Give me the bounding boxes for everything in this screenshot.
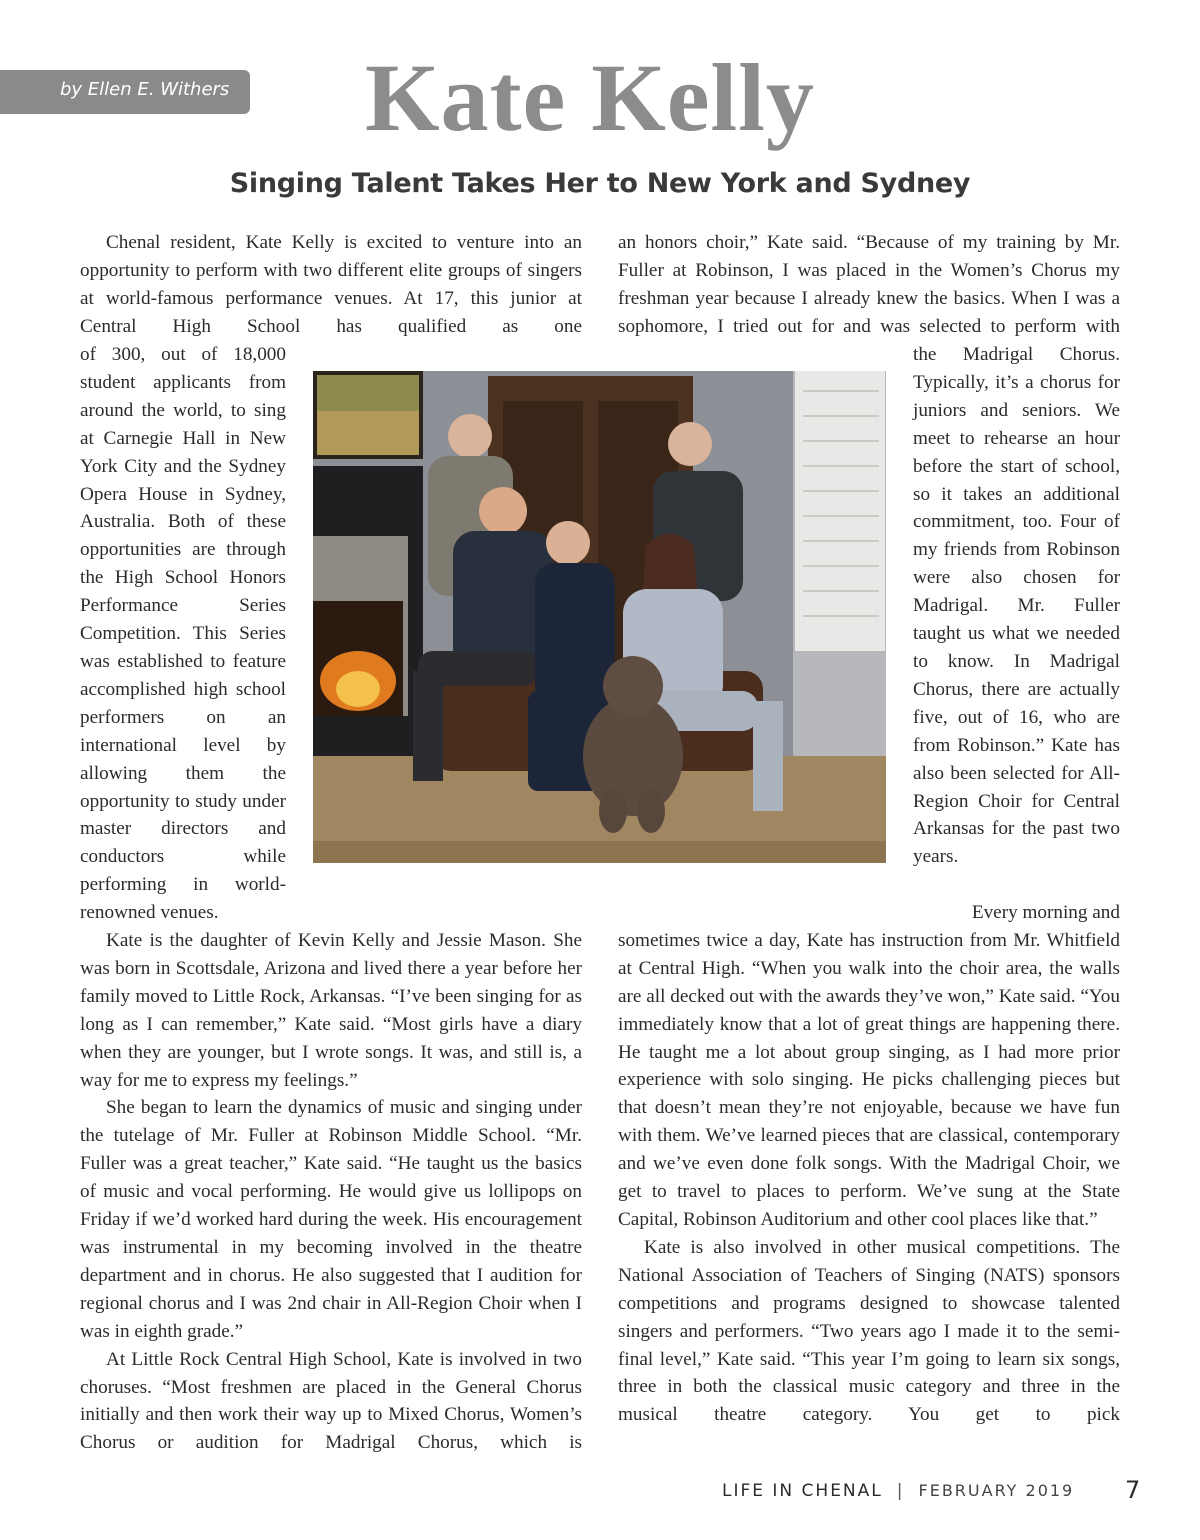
issue-date: FEBRUARY 2019: [918, 1481, 1075, 1500]
left-column-top: [80, 229, 582, 341]
paragraph-4: At Little Rock Central High School, Kate is involved in two choruses. “Most freshmen are placed in the General Chorus initially and then work their way up to Mixed Chorus, Women’s Chorus or audition for Madrigal Chorus, which is: [80, 1348, 582, 1454]
right-column-bottom: [618, 899, 1120, 1429]
article-subtitle: Singing Talent Takes Her to New York and Sydney: [229, 168, 971, 199]
paragraph-4-side: the Madrigal Chorus. Typically, it’s a chorus for juniors and seniors. We meet to rehearse an hour before the start of school, so it takes an additional commitment, too. Four of my friends from Robinson were also chosen for Madrigal. Mr. Fuller taught us what we needed to know. In Madrigal Chorus, there are actually five, out of 16, who are from Robinson.” Kate has also been selected for All-Region Choir for Central Arkansas for the past two years.: [913, 344, 1120, 868]
footer: [722, 1481, 1074, 1501]
left-column-bottom: [80, 927, 582, 1457]
left-column-wrap: [80, 341, 286, 927]
paragraph-1-top: Chenal resident, Kate Kelly is excited to venture into an opportunity to perform with two different elite groups of singers at world-famous performance venues. At 17, this junior at Central High School has qualified as one: [80, 232, 582, 337]
paragraph-5-start: Every morning and: [971, 902, 1120, 923]
family-photo: [313, 371, 886, 863]
paragraph-4-continued: an honors choir,” Kate said. “Because of my training by Mr. Fuller at Robinson, I was placed in the Women’s Chorus my freshman year because I already knew the basics. When I was a sophomore, I tried out for and was selected to perform with: [618, 232, 1120, 337]
family-photo-illustration: [313, 371, 886, 863]
paragraph-3: She began to learn the dynamics of music and singing under the tutelage of Mr. Fuller at Robinson Middle School. “Mr. Fuller was a great teacher,” Kate said. “He taught us the basics of music and vocal performing. He would give us lollipops on Friday if we’d worked hard during the week. His encouragement was instrumental in my becoming involved in the theatre department and in chorus. He also suggested that I audition for regional chorus and I was 2nd chair in All-Region Choir when I was in eighth grade.”: [80, 1097, 582, 1342]
paragraph-6: Kate is also involved in other musical competitions. The National Association of Teachers of Singing (NATS) sponsors competitions and programs designed to showcase talented singers and performers. “Two years ago I made it to the semi-final level,” Kate said. “This year I’m going to learn six songs, three in both the classical music category and three in the musical theatre category. You get to pick: [618, 1236, 1120, 1426]
right-column-top: [618, 229, 1120, 341]
paragraph-1-side: of 300, out of 18,000 student applicants from around the world, to sing at Carnegie Hall in New York City and the Sydney Opera House in Sydney, Australia. Both of these opportunities are through the High School Honors Performance Series Competition. This Series was established to feature accomplished high school performers on an international level by allowing them the opportunity to study under master directors and conductors while performing in world-: [80, 344, 286, 896]
paragraph-5: sometimes twice a day, Kate has instruction from Mr. Whitfield at Central High. “When you walk into the choir area, the walls are all decked out with the awards they’ve won,” Kate said. “You immediately know that a lot of great things are happening there. He taught me a lot about group singing, as I had more prior experience with solo singing. He picks challenging pieces but that doesn’t mean they’re not enjoyable, because we have fun with them. We’ve learned pieces that are classical, contemporary and we’ve even done folk songs. With the Madrigal Choir, we get to travel to places to perform. We’ve sung at the State Capital, Robinson Auditorium and other cool places like that.”: [618, 929, 1120, 1230]
paragraph-2: Kate is the daughter of Kevin Kelly and Jessie Mason. She was born in Scottsdale, Arizona and lived there a year before her family moved to Little Rock, Arkansas. “I’ve been singing for as long as I can remember,” Kate said. “Most girls have a diary when they are younger, but I wrote songs. It was, and still is, a way for me to express my feelings.”: [80, 930, 582, 1091]
article-title: Kate Kelly: [365, 44, 815, 151]
footer-separator: |: [896, 1481, 905, 1501]
byline-tab: [0, 70, 250, 114]
publication-name: LIFE IN CHENAL: [722, 1481, 883, 1501]
byline: by Ellen E. Withers: [60, 79, 230, 100]
right-column-wrap: [913, 341, 1120, 871]
paragraph-1-end: renowned venues.: [80, 902, 219, 924]
page-number: 7: [1125, 1476, 1141, 1504]
